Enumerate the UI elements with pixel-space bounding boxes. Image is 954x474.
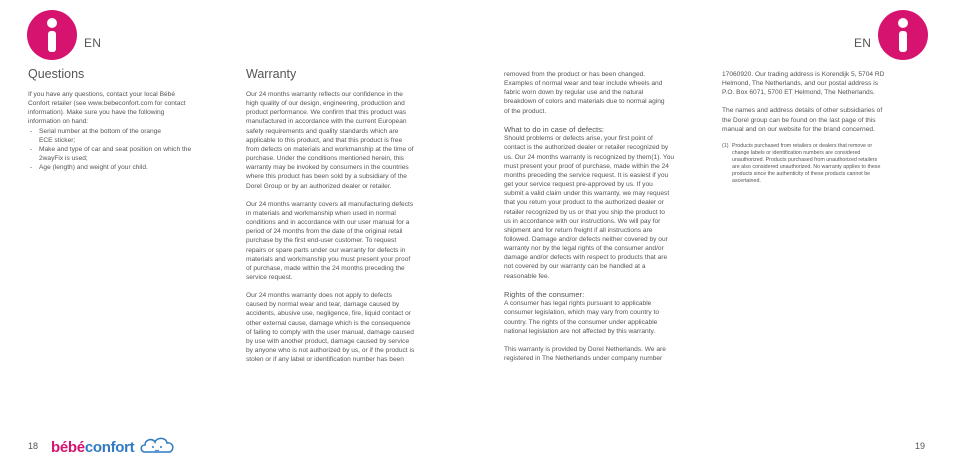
rights-heading: Rights of the consumer: <box>504 289 585 299</box>
info-icon <box>878 10 928 60</box>
info-icon <box>27 10 77 60</box>
questions-line: information). Make sure you have the following <box>28 109 165 117</box>
logo-text-confort: confort <box>84 438 135 456</box>
page-number-left: 18 <box>28 441 39 451</box>
warranty-paragraph-1: Our 24 months warranty reflects our confidence in the high quality of our design, engineering, production and product performance. We confirm that this product was manufactured in accordance with the current European safety requirements and quality standards which are applicable to this product, and that this product is free from defects on materials and workmanship at the time of purchase. Under the conditions mentioned herein, this warranty may be invoked by consumers in the countries where this product has been sold by a subsidiary of the Dorel Group or by an authorized dealer or retailer. <box>246 91 414 190</box>
defects-column <box>504 70 716 363</box>
address-column <box>722 70 927 186</box>
warranty-column <box>246 67 458 364</box>
logo-text-bebe: bébé <box>51 438 85 456</box>
page-number-right: 19 <box>915 441 926 451</box>
wear-and-tear-paragraph: removed from the product or has been changed. Examples of normal wear and tear include wheels and fabric worn down by regular use and the natural breakdown of colors and materials due to normal aging of the product. <box>504 71 665 115</box>
list-item: - Serial number at the bottom of the orange ECE sticker; <box>28 127 228 145</box>
questions-heading: Questions <box>28 67 85 81</box>
questions-line: If you have any questions, contact your local Bébé <box>28 91 175 98</box>
questions-line: information on hand: <box>28 118 89 126</box>
language-label-right: EN <box>854 36 872 50</box>
list-item: - Make and type of car and seat position on which the 2wayFix is used; <box>28 145 228 163</box>
list-item: - Age (length) and weight of your child. <box>28 163 228 172</box>
bebeconfort-logo <box>51 435 177 461</box>
address-paragraph: 17060920. Our trading address is Korendijk 5, 5704 RD Helmond, The Netherlands, and our postal address is P.O. Box 6071, 5700 ET Helmond, The Netherlands. <box>722 71 885 97</box>
warranty-paragraph-3: Our 24 months warranty does not apply to defects caused by normal wear and tear, damage caused by accidents, abusive use, negligence, fire, liquid contact or other external cause, damage which is the consequence of failing to comply with the user manual, damage caused by use with another product, damage caused by service by anyone who is not authorized by us, or if the product is stolen or if any label or identification number has been <box>246 292 415 364</box>
language-label-left: EN <box>84 36 102 50</box>
warranty-paragraph-2: Our 24 months warranty covers all manufacturing defects in materials and workmanship when used in normal conditions and in accordance with our user manual for a period of 24 months from the date of the original retail purchase by the first end-user customer. To request repairs or spare parts under our warranty for defects in materials and workmanship you must present your proof of purchase, made within the 24 months preceding the service request. <box>246 200 414 281</box>
cloud-sheep-icon <box>139 435 177 461</box>
footnote-number: (1) <box>722 142 729 149</box>
questions-bullet-list <box>28 127 228 173</box>
footnote: (1) Products purchased from retailers or dealers that remove or change labels or identification numbers are considered unauthorized. Products purchased from unauthorized retailers are also considered unauthorized. No warranty applies to these products since the authenticity of these products cannot be ascertained. <box>722 142 881 185</box>
defects-paragraph: Should problems or defects arise, your first point of contact is the authorized dealer or retailer recognized by us. Our 24 months warranty is recognized by them(1). You must present your proof of purchase, made within the 24 months preceding the service request. It is easiest if you get your service request pre-approved by us. If you submit a valid claim under this warranty, we may request that you return your product to the authorized dealer or retailer recognized by us or that you ship the product to us in accordance with our instructions. We will pay for shipment and for return freight if all instructions are followed. Damage and/or defects neither covered by our warranty nor by the legal rights of the consumer and/or damage and/or defects with respect to products that are not covered by our warranty can be handled at a reasonable fee. <box>504 135 675 280</box>
subsidiaries-paragraph: The names and address details of other subsidiaries of the Dorel group can be found on the last page of this manual and on our website for the brand concerned. <box>722 107 883 133</box>
questions-line: Confort retailer (see www.bebeconfort.com for contact <box>28 100 186 108</box>
defects-heading: What to do in case of defects: <box>504 124 605 134</box>
questions-column <box>28 67 228 172</box>
rights-paragraph: A consumer has legal rights pursuant to applicable consumer legislation, which may vary from country to country. The rights of the consumer under applicable national legislation are not affected by this warranty. <box>504 300 660 335</box>
provider-paragraph: This warranty is provided by Dorel Netherlands. We are registered in The Netherlands under company number <box>504 345 666 363</box>
warranty-heading: Warranty <box>246 67 297 81</box>
